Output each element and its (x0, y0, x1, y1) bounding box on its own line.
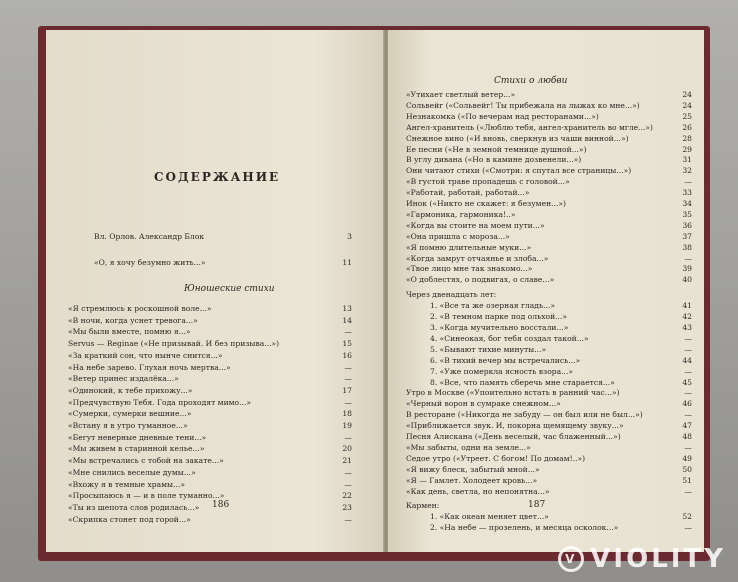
contents-entry-text: «Я помню длительные муки...» (406, 242, 532, 252)
contents-entry-page: 47 (682, 421, 692, 431)
contents-entry-page: 22 (342, 491, 352, 501)
contents-entry-page: 29 (682, 144, 692, 154)
contents-entry-text: «Просыпаюсь я — и в поле туманно...» (68, 491, 225, 501)
contents-entry-text: Седое утро («Утреет. С богом! По домам!..») (406, 453, 586, 463)
contents-entry-page: 34 (682, 199, 692, 208)
contents-entry-text: «Мы живем в старинной келье...» (68, 444, 205, 454)
contents-entry-text: «Черный ворон в сумраке снежном...» (406, 399, 561, 409)
contents-entry-text: «Мы были вместе, помню я...» (68, 327, 191, 337)
contents-entry-page: 42 (682, 312, 692, 322)
sub-heading: Кармен: (406, 501, 440, 511)
contents-entry-page: — (684, 410, 692, 420)
contents-entry-page: 17 (342, 385, 352, 395)
contents-entry-page: 40 (682, 275, 692, 285)
contents-entry-text: «Мне снились веселые думы...» (68, 467, 196, 477)
contents-entry-page: 39 (682, 264, 692, 274)
contents-entry-page: — (684, 442, 692, 452)
contents-entry-text: 1. «Как океан меняет цвет...» (430, 512, 549, 522)
contents-entry-text: Они читают стихи («Смотри: я спутал все страницы...») (406, 166, 632, 176)
contents-entry-page: 24 (682, 100, 692, 110)
contents-entry-text: «Одинокий, к тебе прихожу...» (68, 385, 193, 395)
contents-entry-page: 43 (682, 323, 692, 332)
contents-entry-page: 14 (342, 315, 352, 325)
contents-entry-page: — (344, 362, 352, 372)
contents-entry-text: «Я вижу блеск, забытый мной...» (406, 464, 540, 474)
contents-entry-text: 6. «В тихий вечер мы встречались...» (430, 355, 581, 365)
contents-entry-text: В углу дивана («Но в камине дозвенели...») (406, 155, 582, 165)
contents-entry-text: 3. «Когда мучительно восстали...» (430, 323, 569, 332)
contents-entry-page: 50 (682, 464, 692, 474)
section-title: Юношеские стихи (184, 284, 275, 294)
page-number: 187 (528, 500, 546, 510)
contents-entry-text: Ее песни («Не в земной темнице душной...») (406, 144, 587, 154)
contents-entry-text: «Я стремлюсь к роскошной воле...» (68, 304, 212, 313)
contents-entry-page: 18 (342, 409, 352, 419)
contents-entry-text: 8. «Все, что память сберечь мне старается...» (430, 377, 615, 387)
contents-entry-text: Ангел-хранитель («Люблю тебя, ангел-хранитель во мгле...») (406, 122, 654, 132)
contents-entry-text: Вл. Орлов. Александр Блок (94, 232, 205, 241)
right-page (388, 30, 704, 552)
page-number: 186 (212, 500, 230, 510)
contents-entry-text: «Работай, работай, работай...» (406, 188, 530, 198)
contents-entry-page: — (684, 388, 692, 398)
contents-entry-page: 49 (682, 453, 692, 463)
contents-entry-page: 25 (682, 111, 692, 121)
contents-entry-page: — (344, 374, 352, 384)
contents-entry-page: 46 (682, 399, 692, 409)
contents-entry-page: 37 (682, 231, 692, 241)
contents-entry-text: «Скрипка стонет под горой...» (68, 514, 191, 524)
contents-entry-page: 51 (682, 475, 692, 485)
contents-entry-text: «Когда замрут отчаянье и злоба...» (406, 253, 549, 263)
contents-entry-text: 5. «Бывают тихие минуты...» (430, 344, 547, 354)
contents-entry-page: — (684, 344, 692, 354)
contents-entry-page: — (684, 253, 692, 263)
contents-entry-page: 3 (347, 232, 352, 241)
contents-entry-text: 7. «Уже померкла ясность взора...» (430, 366, 574, 376)
contents-entry-page: 16 (342, 350, 352, 360)
contents-entry-text: «Приближается звук. И, покорна щемящему звуку...» (406, 421, 624, 431)
contents-entry-text: Servus — Reginae («Не призывай. И без призыва...») (68, 339, 280, 349)
contents-entry-text: «Мы встречались с тобой на закате...» (68, 456, 224, 466)
contents-entry-text: «Мы забыты, одни на земле...» (406, 442, 531, 452)
contents-entry-page: 41 (682, 301, 692, 311)
contents-entry-text: «Как день, светла, но непонятна...» (406, 486, 550, 496)
contents-entry-text: «Вхожу я в темные храмы...» (68, 479, 185, 489)
contents-entry-text: «О доблестях, о подвигах, о славе...» (406, 275, 555, 285)
contents-entry-text: «Встану я в утро туманное...» (68, 421, 188, 430)
contents-entry-text: «В ночи, когда уснет тревога...» (68, 315, 198, 325)
contents-entry-page: 44 (682, 355, 692, 365)
contents-entry-text: «Она пришла с мороза...» (406, 231, 510, 241)
contents-entry-page: — (684, 177, 692, 187)
contents-entry-page: 21 (342, 456, 352, 466)
contents-entry-page: 24 (682, 90, 692, 99)
contents-entry-text: «Предчувствую Тебя. Года проходят мимо...» (68, 397, 252, 407)
contents-entry-text: «Когда вы стоите на моем пути...» (406, 220, 545, 230)
contents-entry-page: 15 (342, 339, 352, 349)
contents-entry-text: «Гармоника, гармоника!..» (406, 209, 516, 219)
contents-entry-text: «На небе зарево. Глухая ночь мертва...» (68, 362, 231, 372)
contents-entry-text: «О, я хочу безумно жить...» (94, 258, 206, 267)
watermark-text: VIOLITY (590, 544, 726, 574)
contents-entry-page: 28 (682, 133, 692, 143)
watermark (558, 544, 726, 574)
contents-entry-text: «Утихает светлый ветер...» (406, 90, 516, 99)
contents-entry-page: — (344, 514, 352, 524)
contents-entry-page: — (684, 366, 692, 376)
contents-entry-page: 26 (682, 122, 692, 132)
contents-entry-page: 11 (342, 258, 352, 267)
contents-entry-page: 36 (682, 220, 692, 230)
contents-entry-page: 45 (682, 377, 692, 387)
contents-entry-page: — (684, 333, 692, 343)
sub-heading: Через двенадцать лет: (406, 290, 497, 300)
contents-entry-page: — (344, 479, 352, 489)
contents-entry-page: 38 (682, 242, 692, 252)
contents-entry-text: «Ты из шепота слов родилась...» (68, 502, 200, 512)
contents-entry-text: 2. «В темном парке под ольхой...» (430, 312, 568, 322)
contents-entry-page: — (684, 486, 692, 496)
contents-entry-text: 2. «На небе — прозелень, и месяца осколок...» (430, 523, 619, 533)
contents-entry-text: «Я — Гамлет. Холодеет кровь...» (406, 475, 538, 485)
contents-entry-text: Сольвейг («Сольвейг! Ты прибежала на лыжах ко мне...») (406, 100, 640, 110)
contents-entry-page: — (344, 397, 352, 407)
contents-entry-text: Незнакомка («По вечерам над ресторанами...») (406, 111, 599, 121)
contents-entry-page: 32 (682, 166, 692, 176)
contents-entry-page: 48 (682, 432, 692, 441)
contents-entry-text: «Бегут неверные дневные тени...» (68, 432, 207, 442)
contents-entry-text: 4. «Синеокая, бог тебя создал такой...» (430, 333, 589, 343)
contents-entry-page: 20 (342, 444, 352, 454)
contents-entry-text: 1. «Все та же озерная гладь...» (430, 301, 555, 311)
contents-heading: СОДЕРЖАНИЕ (154, 170, 281, 184)
contents-entry-page: 13 (342, 304, 352, 313)
contents-entry-text: Песня Алискана («День веселый, час блаженный...») (406, 432, 621, 441)
contents-entry-text: «Твое лицо мне так знакомо...» (406, 264, 533, 274)
contents-entry-page: — (684, 523, 692, 533)
contents-entry-page: 31 (682, 155, 692, 165)
contents-entry-text: «Сумерки, сумерки вешние...» (68, 409, 192, 419)
violity-logo-icon: V (558, 546, 584, 572)
contents-entry-page: 33 (682, 188, 692, 198)
section-title: Стихи о любви (494, 76, 568, 86)
contents-entry-page: — (344, 327, 352, 337)
contents-entry-page: 23 (342, 502, 352, 512)
contents-entry-text: Утро в Москве («Упоительно встать в ранний час...») (406, 388, 620, 398)
contents-entry-text: «В густой траве пропадешь с головой...» (406, 177, 570, 187)
contents-entry-page: 35 (682, 209, 692, 219)
contents-entry-text: «Ветер принес издалёка...» (68, 374, 179, 384)
contents-entry-text: В ресторане («Никогда не забуду — он был или не был...») (406, 410, 643, 420)
contents-entry-page: 52 (682, 512, 692, 522)
contents-entry-text: «За краткий сон, что нынче снится...» (68, 350, 223, 360)
contents-entry-page: — (344, 432, 352, 442)
contents-entry-text: Снежное вино («И вновь, сверкнув из чаши винной...») (406, 133, 629, 143)
contents-entry-page: 19 (342, 421, 352, 430)
contents-entry-page: — (344, 467, 352, 477)
left-page (46, 30, 384, 552)
contents-entry-text: Инок («Никто не скажет: я безумен...») (406, 199, 566, 208)
